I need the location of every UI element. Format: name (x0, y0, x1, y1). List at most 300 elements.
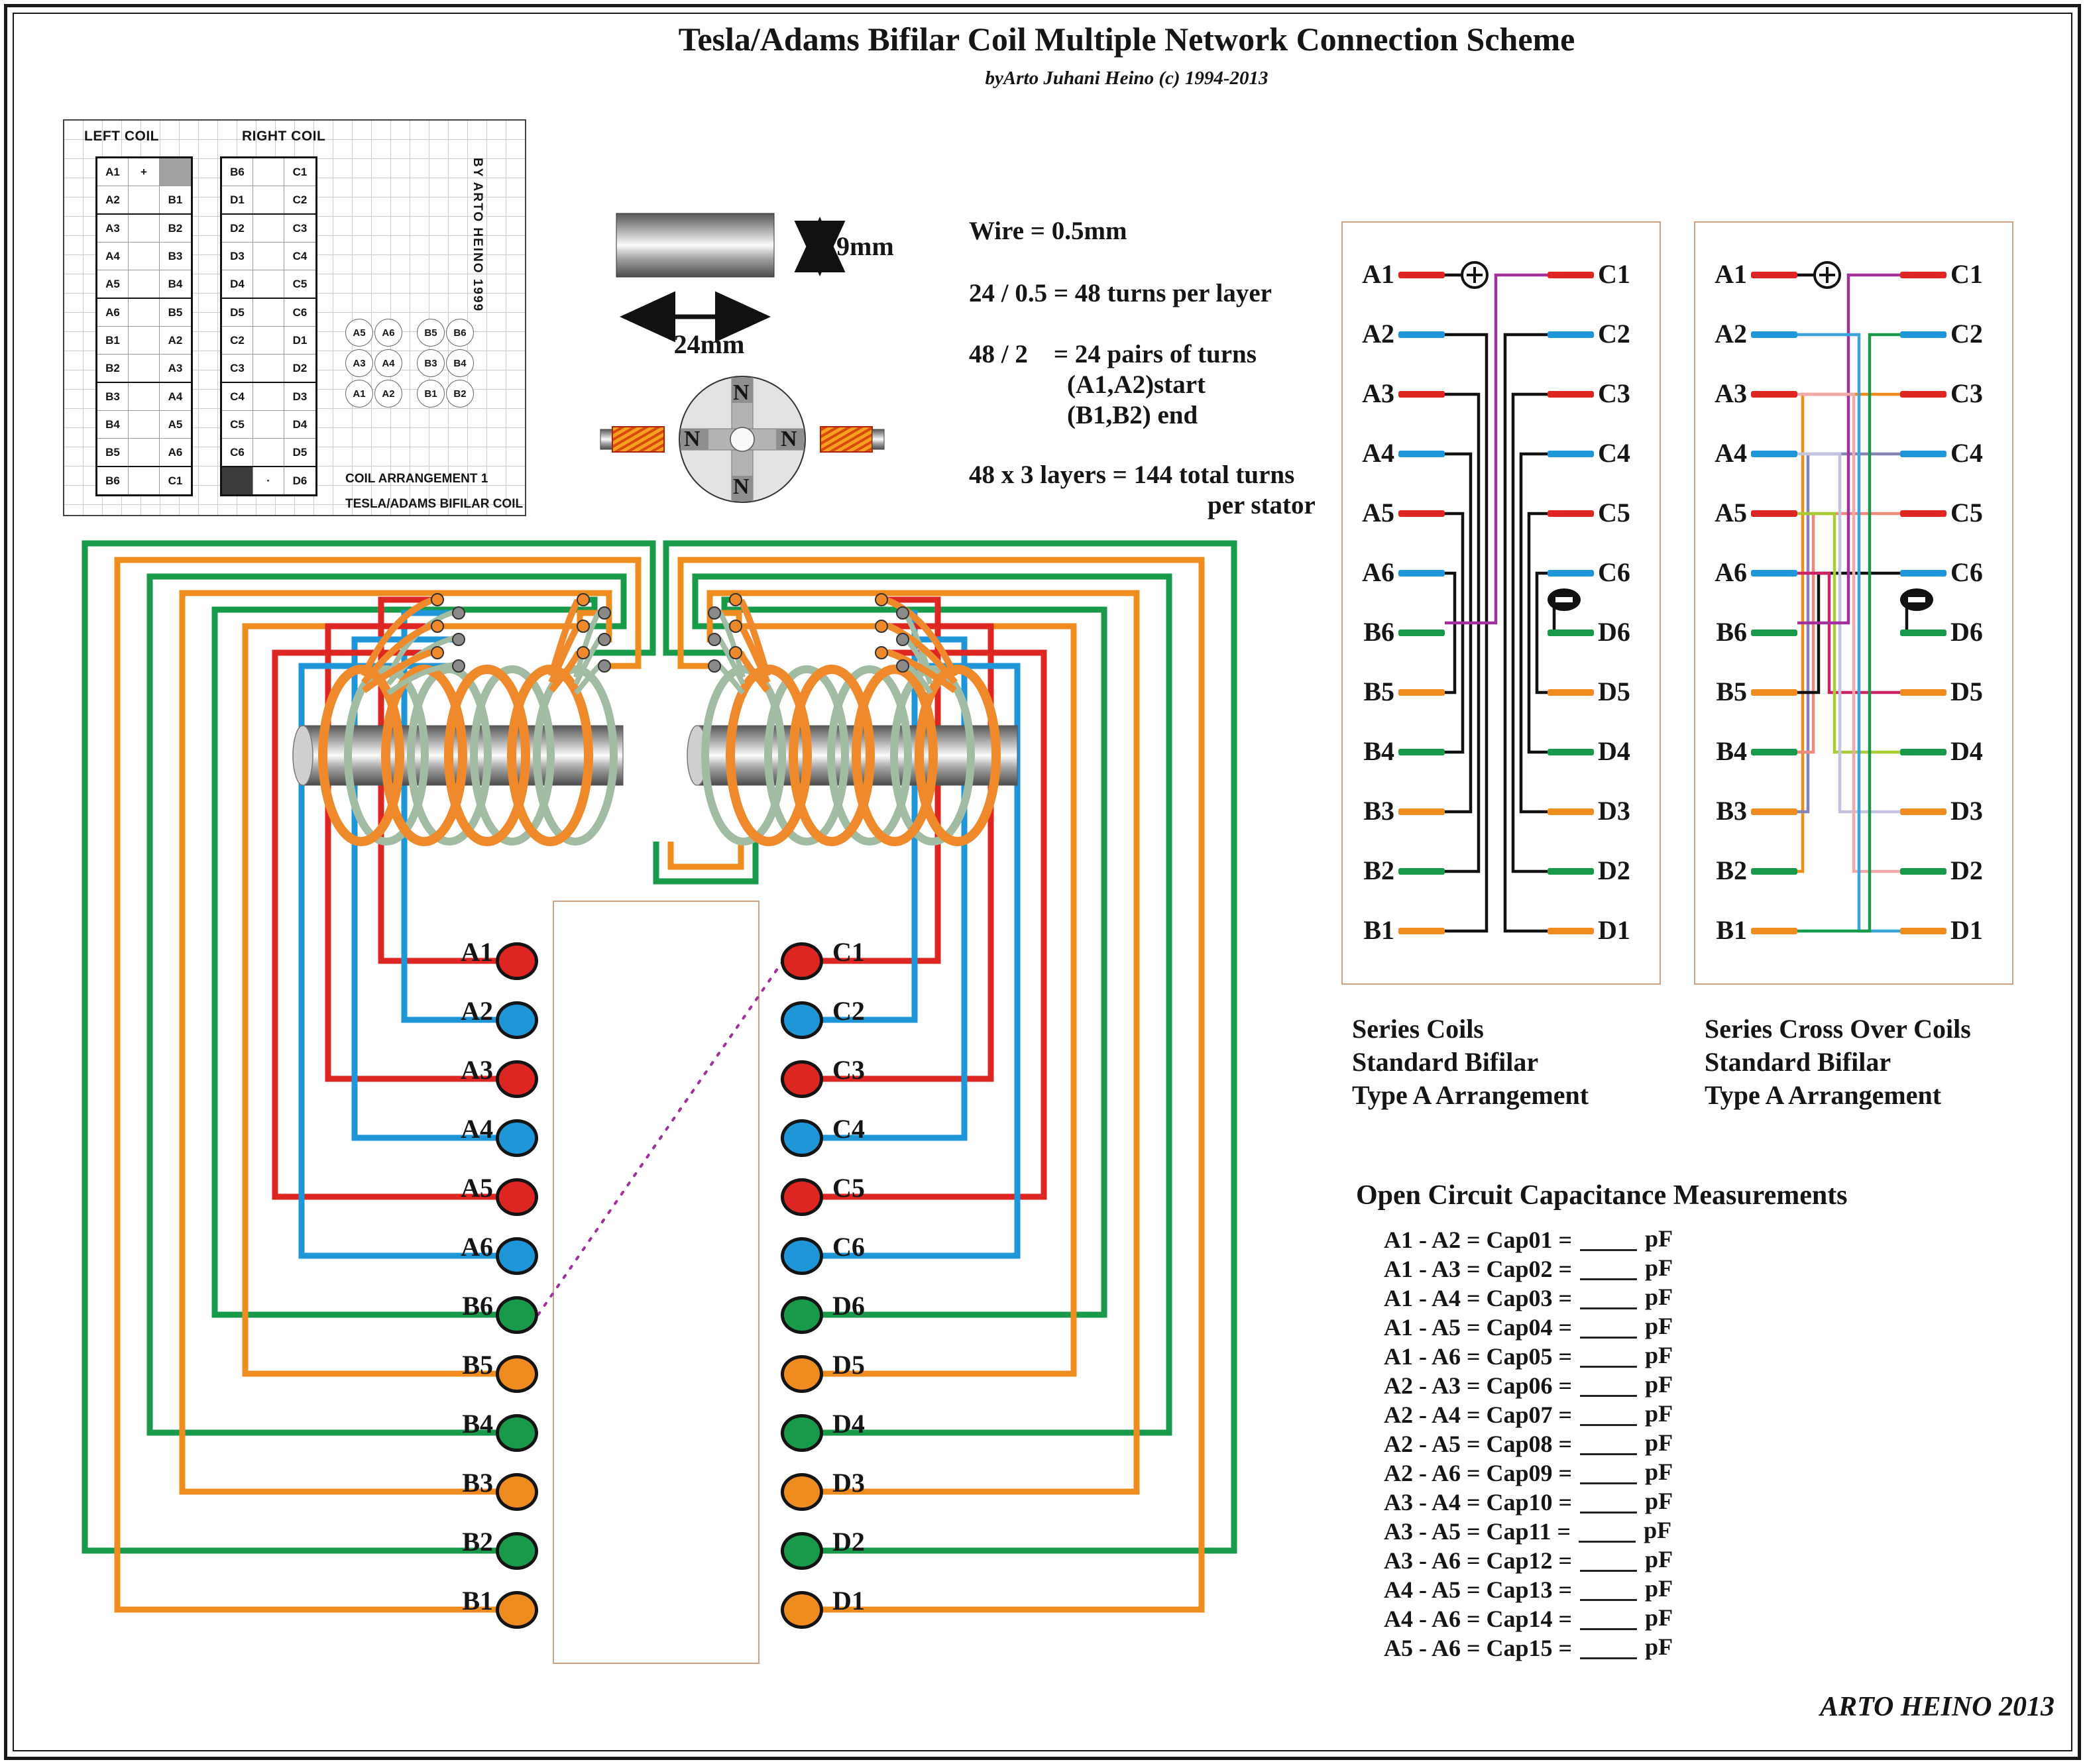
wire-end-circle: A1 (345, 380, 373, 408)
terminal-stub (1751, 928, 1797, 934)
note-pairs-of-turns: 48 / 2 = 24 pairs of turns (969, 340, 1257, 368)
terminal-label: B3 (1716, 795, 1747, 826)
table-cell: D1 (292, 333, 308, 347)
terminal-row (1548, 305, 1650, 364)
wire-end-circle: B1 (417, 380, 445, 408)
table-row (97, 158, 191, 186)
wire-end-circle: B2 (446, 380, 474, 408)
terminal-label: B5 (1363, 676, 1394, 706)
table-cell: B4 (97, 411, 129, 438)
terminal-stub (1398, 510, 1445, 517)
terminal-label: B4 (462, 1409, 493, 1439)
table-cell: A3 (168, 361, 183, 374)
panel2-right-terminals (1900, 245, 2002, 961)
terminal-row (432, 1168, 538, 1227)
terminal-stub (1398, 630, 1445, 636)
tap-dots (431, 594, 610, 672)
table-cell: D5 (222, 299, 253, 326)
terminal-dot (496, 942, 538, 980)
table-cell (160, 158, 191, 186)
terminal-row (1900, 782, 2002, 842)
terminal-row (1548, 722, 1650, 782)
terminal-stub (1900, 272, 1946, 278)
wire-end-circle: B4 (446, 349, 474, 377)
terminal-label: B5 (462, 1350, 493, 1380)
capacitance-unit: pF (1644, 1517, 1672, 1543)
terminal-stub (1751, 272, 1797, 278)
terminal-stub (1751, 749, 1797, 755)
terminal-row (1900, 424, 2002, 484)
table-cell (253, 215, 284, 242)
capacitance-row (1384, 1458, 1673, 1487)
terminal-stub (1398, 689, 1445, 696)
terminal-stub (1751, 689, 1797, 696)
terminal-label: D4 (1950, 736, 1983, 766)
terminal-dot (781, 942, 823, 980)
note-wire-size: Wire = 0.5mm (969, 217, 1127, 245)
terminal-row (1548, 424, 1650, 484)
terminal-stub (1900, 808, 1946, 815)
terminal-row (781, 932, 899, 991)
cluster-row (345, 349, 402, 377)
terminal-row (781, 1109, 899, 1168)
capacitance-row (1384, 1545, 1673, 1574)
note-start-pair: (A1,A2)start (1067, 370, 1206, 399)
table-cell (253, 411, 284, 438)
table-cell: C4 (222, 383, 253, 410)
terminal-label: A3 (1362, 378, 1394, 408)
terminal-stub (1900, 451, 1946, 457)
terminal-row (781, 1286, 899, 1345)
terminal-stub (1900, 331, 1946, 338)
terminal-row (1695, 543, 1797, 603)
table-cell: B3 (97, 383, 129, 410)
table-cell (253, 355, 284, 382)
fill-in-blank (1580, 1404, 1637, 1426)
p1-wire-b6-c1 (1445, 275, 1548, 623)
cluster-row (345, 319, 402, 347)
terminal-label: B6 (1363, 616, 1394, 647)
capacitance-unit: pF (1645, 1254, 1673, 1281)
terminal-label: B1 (1363, 914, 1394, 945)
terminal-label: C2 (1598, 318, 1630, 349)
terminal-label: A2 (461, 996, 493, 1026)
wire-end-circle: B5 (417, 319, 445, 347)
capacitance-unit: pF (1645, 1284, 1673, 1310)
terminal-label: C5 (832, 1173, 865, 1203)
terminal-stub (1548, 630, 1594, 636)
terminal-row (1343, 663, 1445, 722)
table-cell (253, 299, 284, 326)
terminal-row (1548, 484, 1650, 543)
terminal-stub (1548, 749, 1594, 755)
terminal-label: D4 (832, 1409, 865, 1439)
terminal-label: D1 (1598, 914, 1630, 945)
capacitance-row (1384, 1225, 1673, 1254)
table-cell: A6 (97, 299, 129, 326)
cluster-row (417, 319, 474, 347)
table-cell: A2 (97, 186, 129, 213)
terminal-label: C4 (1598, 437, 1630, 468)
terminal-dot (496, 1414, 538, 1452)
credit-vertical-text: BY ARTO HEINO 1999 (471, 158, 484, 313)
terminal-dot (496, 1060, 538, 1098)
capacitance-row (1384, 1487, 1673, 1516)
fill-in-blank (1580, 1433, 1637, 1455)
terminal-row (432, 1404, 538, 1462)
terminal-row (1548, 245, 1650, 305)
caption-line: Standard Bifilar (1705, 1047, 1891, 1077)
terminal-stub (1548, 451, 1594, 457)
table-row (222, 383, 315, 411)
capacitance-row (1384, 1341, 1673, 1370)
fill-in-blank (1580, 1288, 1637, 1309)
capacitance-unit: pF (1645, 1342, 1673, 1368)
table-cell (129, 327, 160, 354)
capacitance-row (1384, 1516, 1673, 1545)
table-cell: B6 (97, 467, 129, 494)
terminal-label: A4 (1362, 437, 1394, 468)
table-cell: A5 (168, 417, 183, 431)
terminal-label: A6 (1715, 557, 1747, 587)
terminal-row (1900, 305, 2002, 364)
fill-in-blank (1580, 1550, 1637, 1572)
terminal-row (1900, 543, 2002, 603)
terminal-row (1695, 424, 1797, 484)
table-row (222, 411, 315, 439)
p1-wire-c6-d5 (1537, 573, 1548, 692)
capacitance-unit: pF (1645, 1633, 1673, 1660)
terminal-label: C3 (1598, 378, 1630, 408)
capacitance-pair: A2 - A4 = Cap07 = (1384, 1402, 1573, 1428)
terminal-row (1900, 603, 2002, 663)
table-cell: A5 (97, 270, 129, 298)
terminal-row (1343, 842, 1445, 901)
terminal-stub (1398, 868, 1445, 875)
wire-end-circle: A3 (345, 349, 373, 377)
capacitance-pair: A1 - A6 = Cap05 = (1384, 1343, 1573, 1370)
capacitance-pair: A5 - A6 = Cap15 = (1384, 1635, 1573, 1661)
terminal-stub (1398, 570, 1445, 577)
terminal-row (1343, 364, 1445, 424)
caption-line: Series Cross Over Coils (1705, 1014, 1971, 1044)
terminal-dot (781, 1119, 823, 1157)
terminal-row (432, 1050, 538, 1109)
capacitance-unit: pF (1645, 1313, 1673, 1339)
terminal-label: A2 (1362, 318, 1394, 349)
table-cell: D4 (292, 417, 308, 431)
terminal-row (1548, 543, 1650, 603)
wire-end-circle: A5 (345, 319, 373, 347)
panel1-right-terminals (1548, 245, 1650, 961)
terminal-row (432, 1227, 538, 1286)
terminal-stub (1548, 868, 1594, 875)
terminal-row (1900, 364, 2002, 424)
terminal-stub (1398, 808, 1445, 815)
terminal-row (432, 991, 538, 1050)
terminal-stub (1548, 570, 1594, 577)
table-cell: B1 (97, 327, 129, 354)
terminal-label: B5 (1716, 676, 1747, 706)
terminal-row (781, 1345, 899, 1404)
fill-in-blank (1579, 1521, 1636, 1543)
caption-line: Type A Arrangement (1352, 1080, 1589, 1110)
terminal-stub (1398, 451, 1445, 457)
table-cell: D4 (222, 270, 253, 298)
table-row (97, 186, 191, 215)
pole-label-north-top: N (733, 380, 750, 405)
terminal-stub (1900, 510, 1946, 517)
table-row (97, 327, 191, 355)
fill-in-blank (1580, 1375, 1637, 1397)
pole-label-north-right: N (781, 427, 797, 451)
table-row (222, 355, 315, 383)
terminal-label: D1 (1950, 914, 1983, 945)
table-row (97, 243, 191, 270)
main-wiring (85, 543, 1234, 1610)
terminal-label: B6 (462, 1291, 493, 1321)
table-row (97, 411, 191, 439)
table-cell (129, 215, 160, 242)
terminal-label: B1 (462, 1586, 493, 1616)
terminal-stub (1751, 570, 1797, 577)
table-cell (253, 158, 284, 186)
core-dimension-drawing (616, 213, 820, 317)
wire-end-circle: A6 (374, 319, 402, 347)
terminal-label: D3 (1598, 795, 1630, 826)
terminal-label: B3 (1363, 795, 1394, 826)
table-cell (253, 243, 284, 270)
table-cell: C6 (222, 439, 253, 466)
terminal-stub (1548, 510, 1594, 517)
table-cell: D1 (222, 186, 253, 213)
table-cell: A6 (168, 445, 183, 459)
capacitance-pair: A2 - A5 = Cap08 = (1384, 1431, 1573, 1457)
terminal-row (1695, 364, 1797, 424)
capacitance-unit: pF (1645, 1546, 1673, 1572)
terminal-label: D6 (1598, 616, 1630, 647)
terminal-row (781, 1404, 899, 1462)
terminal-stub (1398, 391, 1445, 398)
terminal-row (1695, 842, 1797, 901)
terminal-label: A2 (1715, 318, 1747, 349)
table-cell (129, 355, 160, 382)
capacitance-pair: A1 - A4 = Cap03 = (1384, 1285, 1573, 1311)
table-cell: D2 (292, 361, 308, 374)
terminal-stub (1900, 868, 1946, 875)
caption-line: Standard Bifilar (1352, 1047, 1539, 1077)
capacitance-unit: pF (1645, 1575, 1673, 1602)
terminal-dot (496, 1237, 538, 1275)
terminal-label: C3 (1950, 378, 1983, 408)
table-row (222, 327, 315, 355)
terminal-row (1695, 722, 1797, 782)
height-dimension-label: 9mm (836, 231, 894, 261)
arrangement-caption: TESLA/ADAMS BIFILAR COIL (345, 497, 524, 511)
wire-d2 (666, 543, 1234, 1551)
terminal-row (1695, 305, 1797, 364)
fill-in-blank (1580, 1317, 1637, 1339)
terminal-dot (781, 1591, 823, 1629)
table-cell: C3 (222, 355, 253, 382)
terminal-dot (496, 1119, 538, 1157)
capacitance-title: Open Circuit Capacitance Measurements (1356, 1180, 1848, 1211)
table-cell: B2 (168, 221, 183, 235)
table-cell (129, 383, 160, 410)
terminal-dot (781, 1355, 823, 1393)
terminal-label: A5 (461, 1173, 493, 1203)
table-row (97, 270, 191, 299)
panel1-caption (1352, 1013, 1589, 1112)
terminal-label: D5 (1598, 676, 1630, 706)
page-subtitle: byArto Juhani Heino (c) 1994-2013 (985, 68, 1268, 89)
terminal-stub (1548, 808, 1594, 815)
fill-in-blank (1580, 1258, 1637, 1280)
terminal-row (1695, 901, 1797, 961)
table-cell: B1 (168, 193, 183, 206)
capacitance-pair: A2 - A6 = Cap09 = (1384, 1460, 1573, 1486)
table-cell: B2 (97, 355, 129, 382)
terminal-stub (1751, 630, 1797, 636)
terminal-label: D5 (832, 1350, 865, 1380)
capacitance-unit: pF (1645, 1459, 1673, 1485)
capacitance-pair: A2 - A3 = Cap06 = (1384, 1372, 1573, 1399)
terminal-row (1900, 842, 2002, 901)
left-coil-table (95, 156, 193, 496)
terminal-row (1900, 663, 2002, 722)
capacitance-row (1384, 1633, 1673, 1662)
width-dimension-label: 24mm (673, 329, 745, 359)
terminal-label: C6 (832, 1232, 865, 1262)
p1-wire-a6-b5 (1445, 573, 1455, 692)
terminal-dot (781, 1001, 823, 1039)
terminal-label: A1 (1362, 258, 1394, 289)
table-row (222, 243, 315, 270)
right-coil-header: RIGHT COIL (242, 129, 326, 144)
p1-wire-c2-d1 (1505, 335, 1548, 931)
terminal-dot (496, 1001, 538, 1039)
terminal-dot (781, 1532, 823, 1570)
left-terminal-column (432, 932, 538, 1639)
capacitance-unit: pF (1645, 1429, 1673, 1456)
terminal-row (781, 1168, 899, 1227)
terminal-label: D3 (832, 1468, 865, 1498)
table-cell: D2 (222, 215, 253, 242)
table-cell: A4 (97, 243, 129, 270)
table-cell: C4 (292, 249, 308, 262)
table-row (222, 270, 315, 299)
table-cell: A1 (97, 158, 129, 186)
page-title: Tesla/Adams Bifilar Coil Multiple Network Connection Scheme (678, 21, 1575, 58)
terminal-label: B6 (1716, 616, 1747, 647)
pole-label-north-left: N (684, 427, 701, 451)
left-coil (293, 594, 623, 842)
capacitance-pair: A1 - A5 = Cap04 = (1384, 1314, 1573, 1341)
stator-coil-right (820, 427, 872, 452)
stator-shaft-right (872, 429, 884, 449)
terminal-stub (1398, 272, 1445, 278)
table-row (97, 383, 191, 411)
table-row (222, 158, 315, 186)
terminal-row (1343, 603, 1445, 663)
table-cell: B4 (168, 277, 183, 290)
terminal-stub (1751, 391, 1797, 398)
terminal-label: A5 (1362, 497, 1394, 527)
table-cell (253, 327, 284, 354)
terminal-label: A3 (1715, 378, 1747, 408)
terminal-label: A5 (1715, 497, 1747, 527)
capacitance-unit: pF (1645, 1604, 1673, 1631)
series-link-dotted (538, 962, 782, 1315)
cluster-row (417, 349, 474, 377)
table-cell: B5 (97, 439, 129, 466)
terminal-row (432, 1109, 538, 1168)
capacitance-pair: A1 - A3 = Cap02 = (1384, 1256, 1573, 1282)
terminal-label: B4 (1363, 736, 1394, 766)
terminal-stub (1900, 928, 1946, 934)
terminal-row (432, 1580, 538, 1639)
capacitance-pair: A4 - A6 = Cap14 = (1384, 1606, 1573, 1632)
table-cell: C1 (292, 165, 308, 178)
terminal-dot (781, 1473, 823, 1511)
table-row (97, 215, 191, 243)
terminal-stub (1900, 391, 1946, 398)
table-cell: A2 (168, 333, 183, 347)
terminal-label: B2 (462, 1527, 493, 1557)
fill-in-blank (1580, 1462, 1637, 1484)
wire-end-circle: B6 (446, 319, 474, 347)
p1-wire-c4-d3 (1521, 454, 1548, 812)
terminal-label: C2 (1950, 318, 1983, 349)
terminal-row (1900, 484, 2002, 543)
terminal-row (432, 1345, 538, 1404)
table-cell (129, 186, 160, 213)
left-coil-header: LEFT COIL (84, 129, 159, 144)
terminal-label: C6 (1598, 557, 1630, 587)
arrangement-caption: COIL ARRANGEMENT 1 (345, 472, 488, 486)
terminal-row (781, 991, 899, 1050)
terminal-row (1548, 842, 1650, 901)
capacitance-pair: A1 - A2 = Cap01 = (1384, 1227, 1573, 1253)
fill-in-blank (1580, 1637, 1637, 1659)
plus-terminal-icon (1815, 262, 1840, 288)
cluster-row (345, 380, 402, 408)
right-terminal-column (781, 932, 899, 1639)
fill-in-blank (1580, 1608, 1637, 1630)
table-cell (253, 186, 284, 213)
table-cell: C5 (222, 411, 253, 438)
terminal-label: D2 (832, 1527, 865, 1557)
terminal-label: A6 (461, 1232, 493, 1262)
capacitance-row (1384, 1604, 1673, 1633)
terminal-stub (1548, 331, 1594, 338)
terminal-stub (1548, 391, 1594, 398)
terminal-label: C4 (1950, 437, 1983, 468)
plus-terminal-icon (1462, 262, 1487, 288)
terminal-dot (781, 1237, 823, 1275)
capacitance-pair: A3 - A6 = Cap12 = (1384, 1547, 1573, 1574)
capacitance-row (1384, 1400, 1673, 1429)
terminal-row (1343, 901, 1445, 961)
table-cell: A3 (97, 215, 129, 242)
capacitance-unit: pF (1645, 1225, 1673, 1252)
terminal-stub (1398, 331, 1445, 338)
table-row (97, 439, 191, 467)
terminal-label: A6 (1362, 557, 1394, 587)
stator-coil-left (612, 427, 664, 452)
pole-label-north-bottom: N (733, 474, 750, 499)
terminal-stub (1548, 272, 1594, 278)
